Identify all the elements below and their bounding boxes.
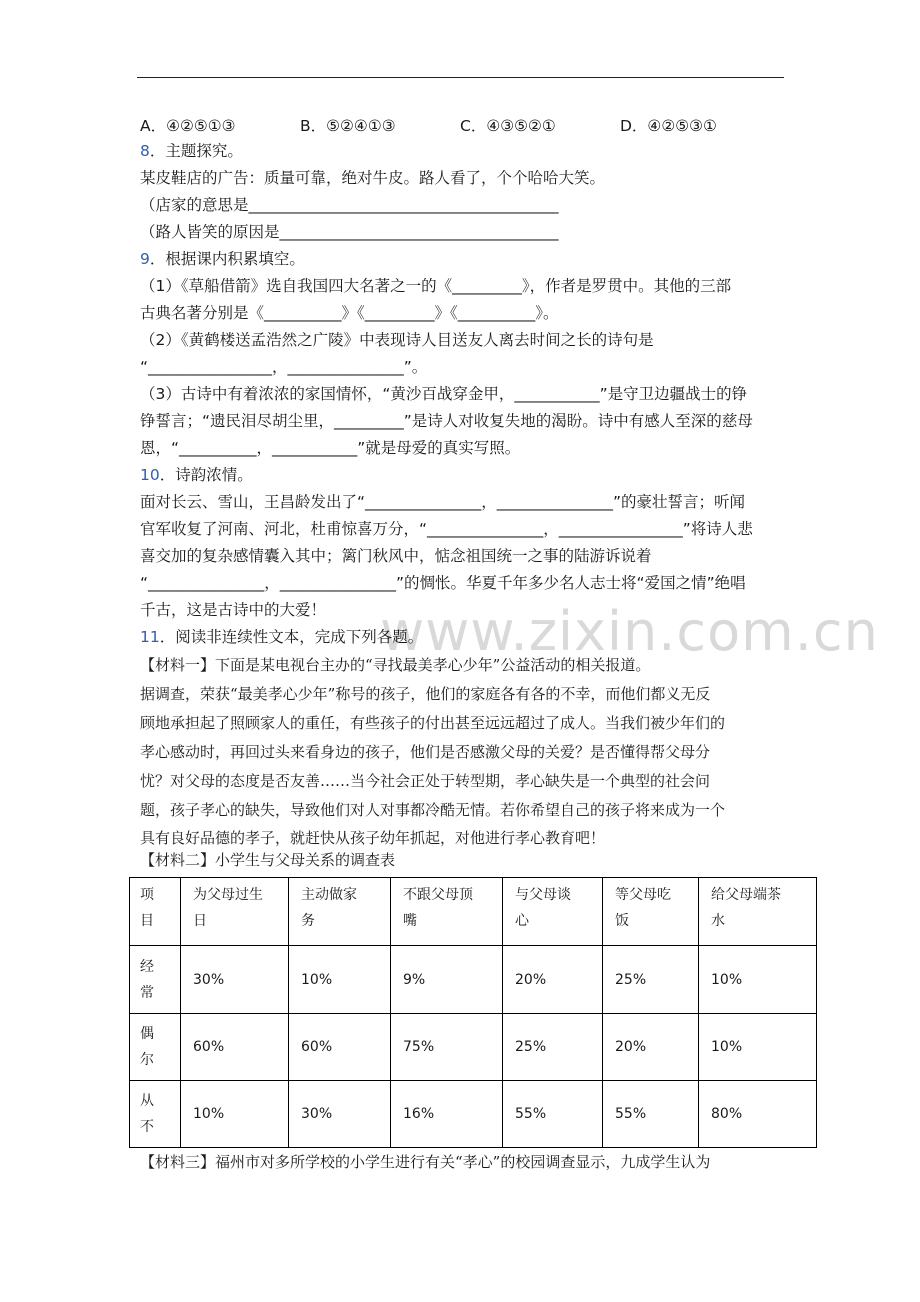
material1-line: 据调查，荣获“最美孝心少年”称号的孩子，他们的家庭各有各的不幸，而他们都义无反 [140,685,711,703]
header-cell: 与父母谈 心 [503,878,603,946]
material1-line: 顾地承担起了照顾家人的重任，有些孩子的付出甚至远远超过了成人。当我们被少年们的 [140,714,726,732]
text-line: “_______________，_______________”的惆怅。华夏千年多少名人志士将“爱国之情”绝唱 [140,574,746,592]
text-line: “________________，_______________”。 [140,358,428,376]
question-number: 8 [140,142,150,160]
material1-line: 题，孩子孝心的缺失，导致他们对人对事都冷酷无情。若你希望自己的孩子将来成为一个 [140,801,726,819]
table-cell: 55% [603,1081,699,1148]
material1-line: 具有良好品德的孝子，就赶快从孩子幼年抓起，对他进行孝心教育吧！ [140,829,606,847]
question-number: 11 [140,628,160,646]
option-c: C．④③⑤②① [460,117,556,135]
table-cell: 60% [181,1014,289,1081]
table-row [130,1014,817,1081]
material3-line: 【材料三】福州市对多所学校的小学生进行有关“孝心”的校园调查显示，九成学生认为 [140,1153,711,1171]
table-cell: 9% [391,946,503,1014]
option-d: D．④②⑤③① [620,117,717,135]
survey-table [129,877,817,1148]
question-text: ．诗韵浓情。 [159,466,253,484]
row-label: 偶 尔 [130,1014,181,1081]
header-cell: 项 目 [130,878,181,946]
material1-title: 【材料一】下面是某电视台主办的“寻找最美孝心少年”公益活动的相关报道。 [140,656,651,674]
q9-title [140,249,305,269]
material1-line: 孝心感动时，再回过头来看身边的孩子，他们是否感激父母的关爱？是否懂得帮父母分 [140,743,711,761]
header-cell: 为父母过生 日 [181,878,289,946]
table-cell: 30% [181,946,289,1014]
table-cell: 10% [289,946,391,1014]
table-cell: 10% [181,1081,289,1148]
question-number: 10 [140,466,160,484]
table-cell: 30% [289,1081,391,1148]
table-cell: 60% [289,1014,391,1081]
table-cell: 75% [391,1014,503,1081]
text-line: （3）古诗中有着浓浓的家国情怀，“黄沙百战穿金甲，___________”是守卫边疆战士的铮 [140,385,748,403]
text-line: 某皮鞋店的广告：质量可靠，绝对牛皮。路人看了，个个哈哈大笑。 [140,169,606,187]
table-cell: 10% [699,946,817,1014]
text-line: 喜交加的复杂感情囊入其中；篱门秋风中，惦念祖国统一之事的陆游诉说着 [140,547,652,565]
header-rule [137,77,784,78]
question-text: ．根据课内积累填空。 [149,250,305,268]
table-cell: 80% [699,1081,817,1148]
text-line: 千古，这是古诗中的大爱！ [140,601,327,619]
table-cell: 20% [603,1014,699,1081]
table-row [130,946,817,1014]
material2-title: 【材料二】小学生与父母关系的调查表 [140,851,396,869]
header-cell: 等父母吃 饭 [603,878,699,946]
watermark: www.zixin.com.cn [380,600,879,663]
text-line: 铮誓言；“遗民泪尽胡尘里，_________”是诗人对收复失地的渴盼。诗中有感人至深的慈母 [140,412,753,430]
table-cell: 25% [603,946,699,1014]
row-label: 从 不 [130,1081,181,1148]
option-b: B．⑤②④①③ [300,117,396,135]
text-line: （路人皆笑的原因是____________________________________ [140,223,559,241]
text-line: 面对长云、雪山，王昌龄发出了“_______________，_______________”的豪壮誓言；听闻 [140,493,746,511]
table-row [130,1081,817,1148]
header-cell: 不跟父母顶 嘴 [391,878,503,946]
q11-title [140,627,423,647]
q8-title [140,141,243,161]
q10-title [140,465,253,485]
table-cell: 55% [503,1081,603,1148]
text-line: （2）《黄鹤楼送孟浩然之广陵》中表现诗人目送友人离去时间之长的诗句是 [140,331,654,349]
question-number: 9 [140,250,150,268]
material1-line: 忧？对父母的态度是否友善……当今社会正处于转型期，孝心缺失是一个典型的社会问 [140,772,711,790]
table-header-row [130,878,817,946]
table-cell: 16% [391,1081,503,1148]
table-cell: 25% [503,1014,603,1081]
text-line: 恩，“__________，___________”就是母爱的真实写照。 [140,439,521,457]
question-text: ．阅读非连续性文本，完成下列各题。 [159,628,424,646]
text-line: （店家的意思是________________________________________ [140,196,559,214]
question-text: ．主题探究。 [149,142,243,160]
table-cell: 10% [699,1014,817,1081]
header-cell: 主动做家 务 [289,878,391,946]
text-line: 官军收复了河南、河北，杜甫惊喜万分，“_______________，________________”将诗人悲 [140,520,753,538]
text-line: （1）《草船借箭》选自我国四大名著之一的《_________》，作者是罗贯中。其他的三部 [140,277,732,295]
header-cell: 给父母端茶 水 [699,878,817,946]
table-cell: 20% [503,946,603,1014]
option-a: A．④②⑤①③ [140,117,236,135]
row-label: 经 常 [130,946,181,1014]
text-line: 古典名著分别是《__________》《_________》《__________》。 [140,304,559,322]
